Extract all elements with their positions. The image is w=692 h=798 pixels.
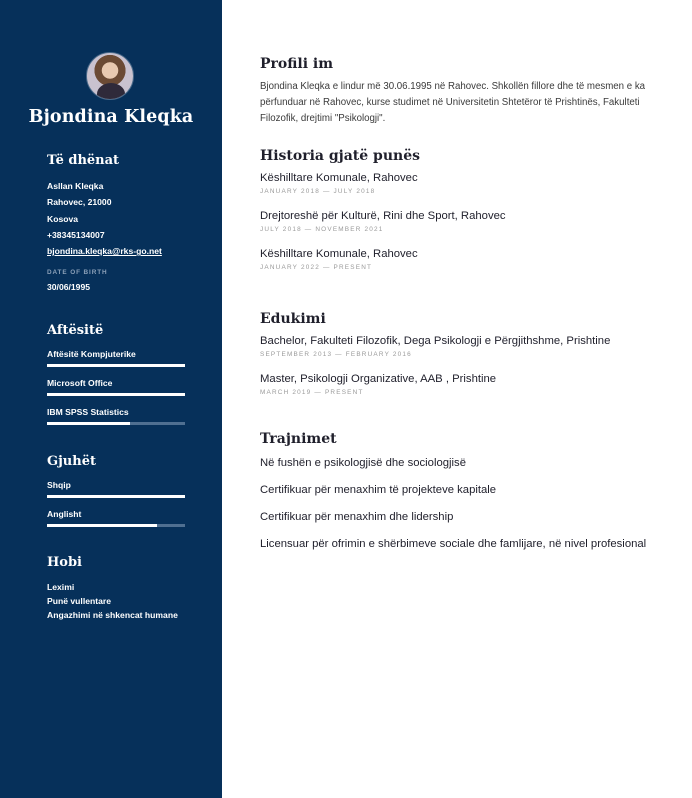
skill-label: Microsoft Office bbox=[47, 378, 113, 388]
email-link[interactable]: bjondina.kleqka@rks-go.net bbox=[47, 246, 162, 257]
work-entry bbox=[260, 209, 660, 233]
work-entry bbox=[260, 247, 660, 271]
language-item bbox=[47, 479, 187, 498]
work-title: Drejtoreshë për Kulturë, Rini dhe Sport, Rahovec bbox=[260, 210, 506, 222]
skill-bar bbox=[47, 393, 185, 396]
training-item: Certifikuar për menaxhim dhe lidership bbox=[260, 511, 454, 523]
hobby-item: Punë vullentare bbox=[47, 596, 111, 606]
work-section bbox=[260, 148, 660, 285]
training-item: Licensuar për ofrimin e shërbimeve sociale dhe famlijare, në nivel profesional bbox=[260, 538, 647, 550]
languages-heading: Gjuhët bbox=[47, 454, 96, 469]
work-entry bbox=[260, 171, 660, 195]
work-date: JULY 2018 — NOVEMBER 2021 bbox=[260, 226, 384, 233]
skill-bar bbox=[47, 364, 185, 367]
skills-section bbox=[47, 323, 187, 435]
skill-label: IBM SPSS Statistics bbox=[47, 407, 129, 417]
skill-item bbox=[47, 377, 187, 396]
dob-label: DATE OF BIRTH bbox=[47, 269, 108, 277]
phone-number: +38345134007 bbox=[47, 229, 105, 240]
details-section bbox=[47, 153, 187, 296]
details-heading: Të dhënat bbox=[47, 153, 120, 168]
work-title: Këshilltare Komunale, Rahovec bbox=[260, 248, 418, 260]
education-entry bbox=[260, 372, 660, 396]
profile-text: Bjondina Kleqka e lindur më 30.06.1995 në Rahovec. Shkollën fillore dhe të mesmen e ka përfunduar në Rahovec, kurse studimet në Universitetin Shtetëror të Prishtinës, Fakulteti Filozofik, drejtimi "Psikologji". bbox=[260, 81, 646, 124]
education-date: MARCH 2019 — PRESENT bbox=[260, 389, 364, 396]
skill-item bbox=[47, 348, 187, 367]
skills-heading: Aftësitë bbox=[47, 323, 104, 338]
language-label: Shqip bbox=[47, 480, 71, 490]
language-bar bbox=[47, 495, 185, 498]
work-heading: Historia gjatë punës bbox=[260, 148, 420, 164]
candidate-name: Bjondina Kleqka bbox=[28, 107, 194, 127]
skill-label: Aftësitë Kompjuterike bbox=[47, 349, 136, 359]
language-item bbox=[47, 508, 187, 527]
hobbies-heading: Hobi bbox=[47, 555, 82, 570]
education-entry bbox=[260, 334, 660, 358]
education-section bbox=[260, 311, 660, 410]
profile-section bbox=[260, 56, 660, 127]
skill-bar-fill bbox=[47, 393, 185, 396]
language-bar-fill bbox=[47, 495, 185, 498]
training-item: Në fushën e psikologjisë dhe sociologjisë bbox=[260, 457, 466, 469]
trainings-section bbox=[260, 431, 660, 562]
trainings-heading: Trajnimet bbox=[260, 431, 337, 447]
work-title: Këshilltare Komunale, Rahovec bbox=[260, 172, 418, 184]
language-label: Anglisht bbox=[47, 509, 82, 519]
skill-item bbox=[47, 406, 187, 425]
language-bar-fill bbox=[47, 524, 157, 527]
education-title: Bachelor, Fakulteti Filozofik, Dega Psikologji e Përgjithshme, Prishtine bbox=[260, 335, 611, 347]
training-item: Certifikuar për menaxhim të projekteve kapitale bbox=[260, 484, 497, 496]
profile-heading: Profili im bbox=[260, 56, 334, 72]
work-date: JANUARY 2018 — JULY 2018 bbox=[260, 188, 376, 195]
avatar bbox=[86, 52, 134, 100]
language-bar bbox=[47, 524, 185, 527]
education-title: Master, Psikologji Organizative, AAB , Prishtine bbox=[260, 373, 497, 385]
hobby-item: Angazhimi në shkencat humane bbox=[47, 610, 178, 620]
skill-bar bbox=[47, 422, 185, 425]
details-line: Asllan Kleqka bbox=[47, 181, 104, 191]
education-heading: Edukimi bbox=[260, 311, 326, 327]
hobby-item: Leximi bbox=[47, 582, 75, 592]
hobbies-section bbox=[47, 555, 187, 622]
work-date: JANUARY 2022 — PRESENT bbox=[260, 264, 373, 271]
dob-value: 30/06/1995 bbox=[47, 282, 91, 293]
education-date: SEPTEMBER 2013 — FEBRUARY 2016 bbox=[260, 351, 412, 358]
sidebar bbox=[0, 0, 222, 798]
skill-bar-fill bbox=[47, 422, 130, 425]
languages-section bbox=[47, 454, 187, 537]
details-line: Kosova bbox=[47, 213, 79, 224]
details-line: Rahovec, 21000 bbox=[47, 197, 112, 208]
skill-bar-fill bbox=[47, 364, 185, 367]
